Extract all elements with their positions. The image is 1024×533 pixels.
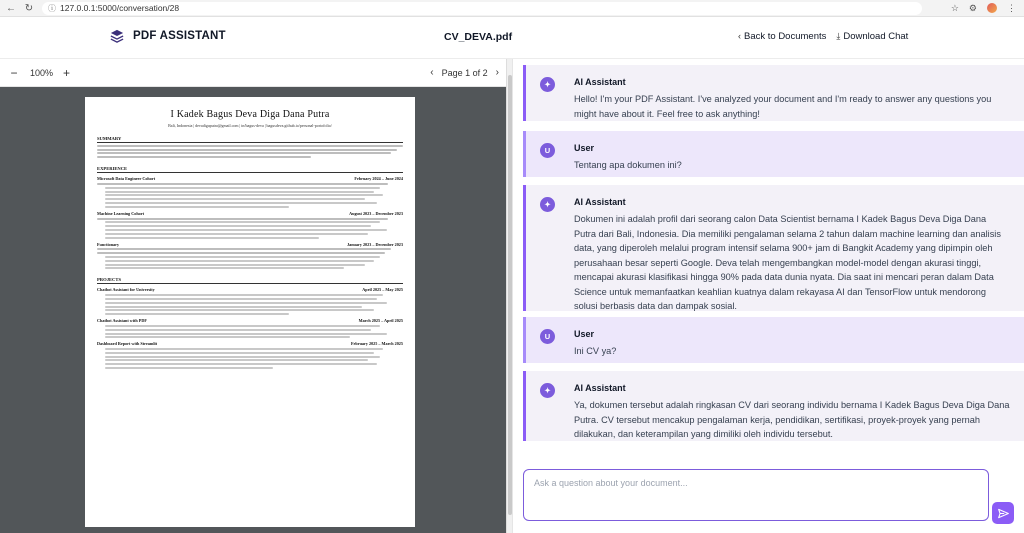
back-label: Back to Documents [744,31,827,42]
message-author: User [574,329,595,339]
cv-bullet-line [105,198,365,200]
pdf-page [85,97,415,527]
page-navigation [430,67,499,78]
cv-bullet-line [105,348,383,350]
cv-role-title: Functionary [97,241,120,247]
cv-role [97,341,403,346]
cv-role-date: January 2023 – December 2023 [347,241,403,247]
cv-section-experience: EXPERIENCE [97,166,403,173]
question-input[interactable] [524,470,988,520]
message-author: AI Assistant [574,197,626,207]
sparkle-icon: ✦ [540,77,555,92]
chevron-left-icon: ‹ [738,31,741,41]
cv-role-title: Chatbot Assistant for University [97,287,155,293]
cv-bullet-line [105,336,350,338]
document-title: CV_DEVA.pdf [444,31,513,43]
cv-role-title: Dashboard Report with Streamlit [97,341,158,347]
previous-page-button[interactable]: ‹ [430,67,434,78]
cv-bullet-line [105,309,374,311]
browser-bar [0,0,1024,17]
chat-message-ai [523,65,1024,121]
message-text: Ini CV ya? [574,346,617,356]
chat-message-user [523,317,1024,363]
cv-bullet-line [105,260,374,262]
cv-bullet-line [105,206,289,208]
cv-role [97,287,403,292]
cv-bullet-line [105,359,368,361]
cv-name: I Kadek Bagus Deva Diga Dana Putra [170,109,330,120]
sparkle-icon: ✦ [540,197,555,212]
download-label: Download Chat [843,31,909,42]
cv-text-line [97,149,397,151]
page-indicator: Page 1 of 2 [441,67,488,78]
download-chat-button[interactable] [836,31,908,42]
cv-text-line [97,145,403,147]
message-text: Dokumen ini adalah profil dari seorang calon Data Scientist bernama I Kadek Bagus Deva Diga Dana Putra dari Bali, Indonesia. Dia memiliki pengalaman selama 2 tahun dalam machine learning dan analisis data, yang diperoleh melalui program intensif selama 900+ jam di Bangkit Academy yang dipimpin oleh perusahaan besar seperti Google. Deva telah mengembangkan model-model dengan akurasi tinggi, mencapai akurasi klasifikasi hingga 90% pada data dunia nyata. Dia saat ini mencari peran dalam Data Science untuk memanfaatkan keahlian kuatnya dalam rekayasa AI dan TensorFlow untuk mendorong solusi berbasis data dan dampak sosial. [574,214,1001,311]
layers-icon [110,29,124,43]
chat-message-user [523,131,1024,177]
cv-bullet-line [105,367,273,369]
user-avatar: U [540,143,555,158]
cv-role-date: February 2024 – June 2024 [354,176,403,182]
site-info-icon[interactable]: ⓘ [48,3,56,13]
user-avatar: U [540,329,555,344]
zoom-out-button[interactable]: − [10,65,18,80]
cv-text-line [97,183,388,185]
pdf-viewer[interactable] [0,87,506,533]
cv-bullet-line [105,267,344,269]
send-icon [998,508,1009,519]
cv-role [97,211,403,216]
message-text: Ya, dokumen tersebut adalah ringkasan CV dari seorang individu bernama I Kadek Bagus Deva Diga Dana Putra. CV tersebut mencakup pengalaman kerja, pendidikan, sertifikasi, proyek-proyek yang pernah dilakukan, dan keterampilan yang dimiliki oleh individu tersebut. [574,400,1010,439]
cv-bullet-line [105,294,383,296]
viewer-toolbar [0,59,512,87]
app-logo[interactable] [110,29,226,43]
cv-text-line [97,156,311,158]
cv-role-title: Microsoft Data Engineer Cohort [97,176,156,182]
download-icon: ⤓ [836,31,841,41]
cv-section-projects: PROJECTS [97,277,403,284]
reload-icon[interactable]: ↻ [24,2,34,14]
cv-bullet-line [105,233,368,235]
cv-role [97,242,403,247]
cv-bullet-line [105,225,371,227]
cv-bullet-line [105,191,374,193]
app-name: PDF ASSISTANT [133,30,226,42]
browser-actions [951,3,1024,14]
cv-bullet-line [105,302,387,304]
message-author: User [574,143,595,153]
cv-bullet-line [105,313,289,315]
cv-role-title: Chatbot Assistant with PDF [97,318,147,324]
back-arrow-icon[interactable]: ← [6,2,16,14]
send-button[interactable] [992,502,1014,524]
message-author: AI Assistant [574,77,626,87]
cv-bullet-line [105,221,380,223]
zoom-in-button[interactable]: + [63,65,71,80]
cv-text-line [97,218,388,220]
cv-role-date: August 2023 – December 2023 [349,210,403,216]
chat-message-ai [523,371,1024,441]
zoom-level: 100% [30,67,54,78]
cv-bullet-line [105,325,380,327]
cv-bullet-line [105,194,383,196]
next-page-button[interactable]: › [495,67,499,78]
cv-bullet-line [105,256,380,258]
cv-bullet-line [105,363,377,365]
cv-section-summary: SUMMARY [97,136,403,143]
url-text: 127.0.0.1:5000/conversation/28 [60,3,180,13]
sparkle-icon: ✦ [540,383,555,398]
cv-bullet-line [105,229,387,231]
cv-role [97,318,403,323]
extensions-icon[interactable]: ⚙ [968,2,977,13]
cv-role-date: March 2025 – April 2025 [358,318,403,324]
back-to-documents-link[interactable] [738,31,826,42]
cv-bullet-line [105,264,365,266]
cv-bullet-line [105,356,380,358]
cv-bullet-line [105,187,380,189]
star-icon[interactable]: ☆ [950,2,959,13]
cv-bullet-line [105,306,362,308]
cv-role-date: April 2025 – May 2025 [362,287,403,293]
cv-text-line [97,152,391,154]
header-actions [738,31,908,42]
app-header [0,17,1024,59]
cv-bullet-line [105,237,319,239]
cv-bullet-line [105,298,377,300]
message-author: AI Assistant [574,383,626,393]
cv-text-line [97,252,385,254]
cv-bullet-line [105,333,387,335]
address-bar[interactable] [42,2,922,15]
cv-role-title: Machine Learning Cohort [97,210,144,216]
cv-role [97,176,403,181]
profile-avatar[interactable] [987,3,997,13]
cv-role-date: February 2025 – March 2025 [350,341,403,347]
chat-panel [513,59,1024,533]
cv-contact: Bali, Indonesia | devadigaputra@gmail.com | in/bagus-deva | bagusdeva.github.io/personal-portofolio/ [168,123,332,128]
question-input-box[interactable] [523,469,989,521]
message-text: Tentang apa dokumen ini? [574,160,682,170]
message-text: Hello! I'm your PDF Assistant. I've analyzed your document and I'm ready to answer any questions you might have about it. Feel free to ask anything! [574,94,992,119]
more-menu-icon[interactable]: ⋮ [1007,2,1016,13]
cv-bullet-line [105,202,377,204]
cv-text-line [97,248,391,250]
chat-message-ai [523,185,1024,311]
cv-bullet-line [105,352,374,354]
cv-bullet-line [105,329,371,331]
